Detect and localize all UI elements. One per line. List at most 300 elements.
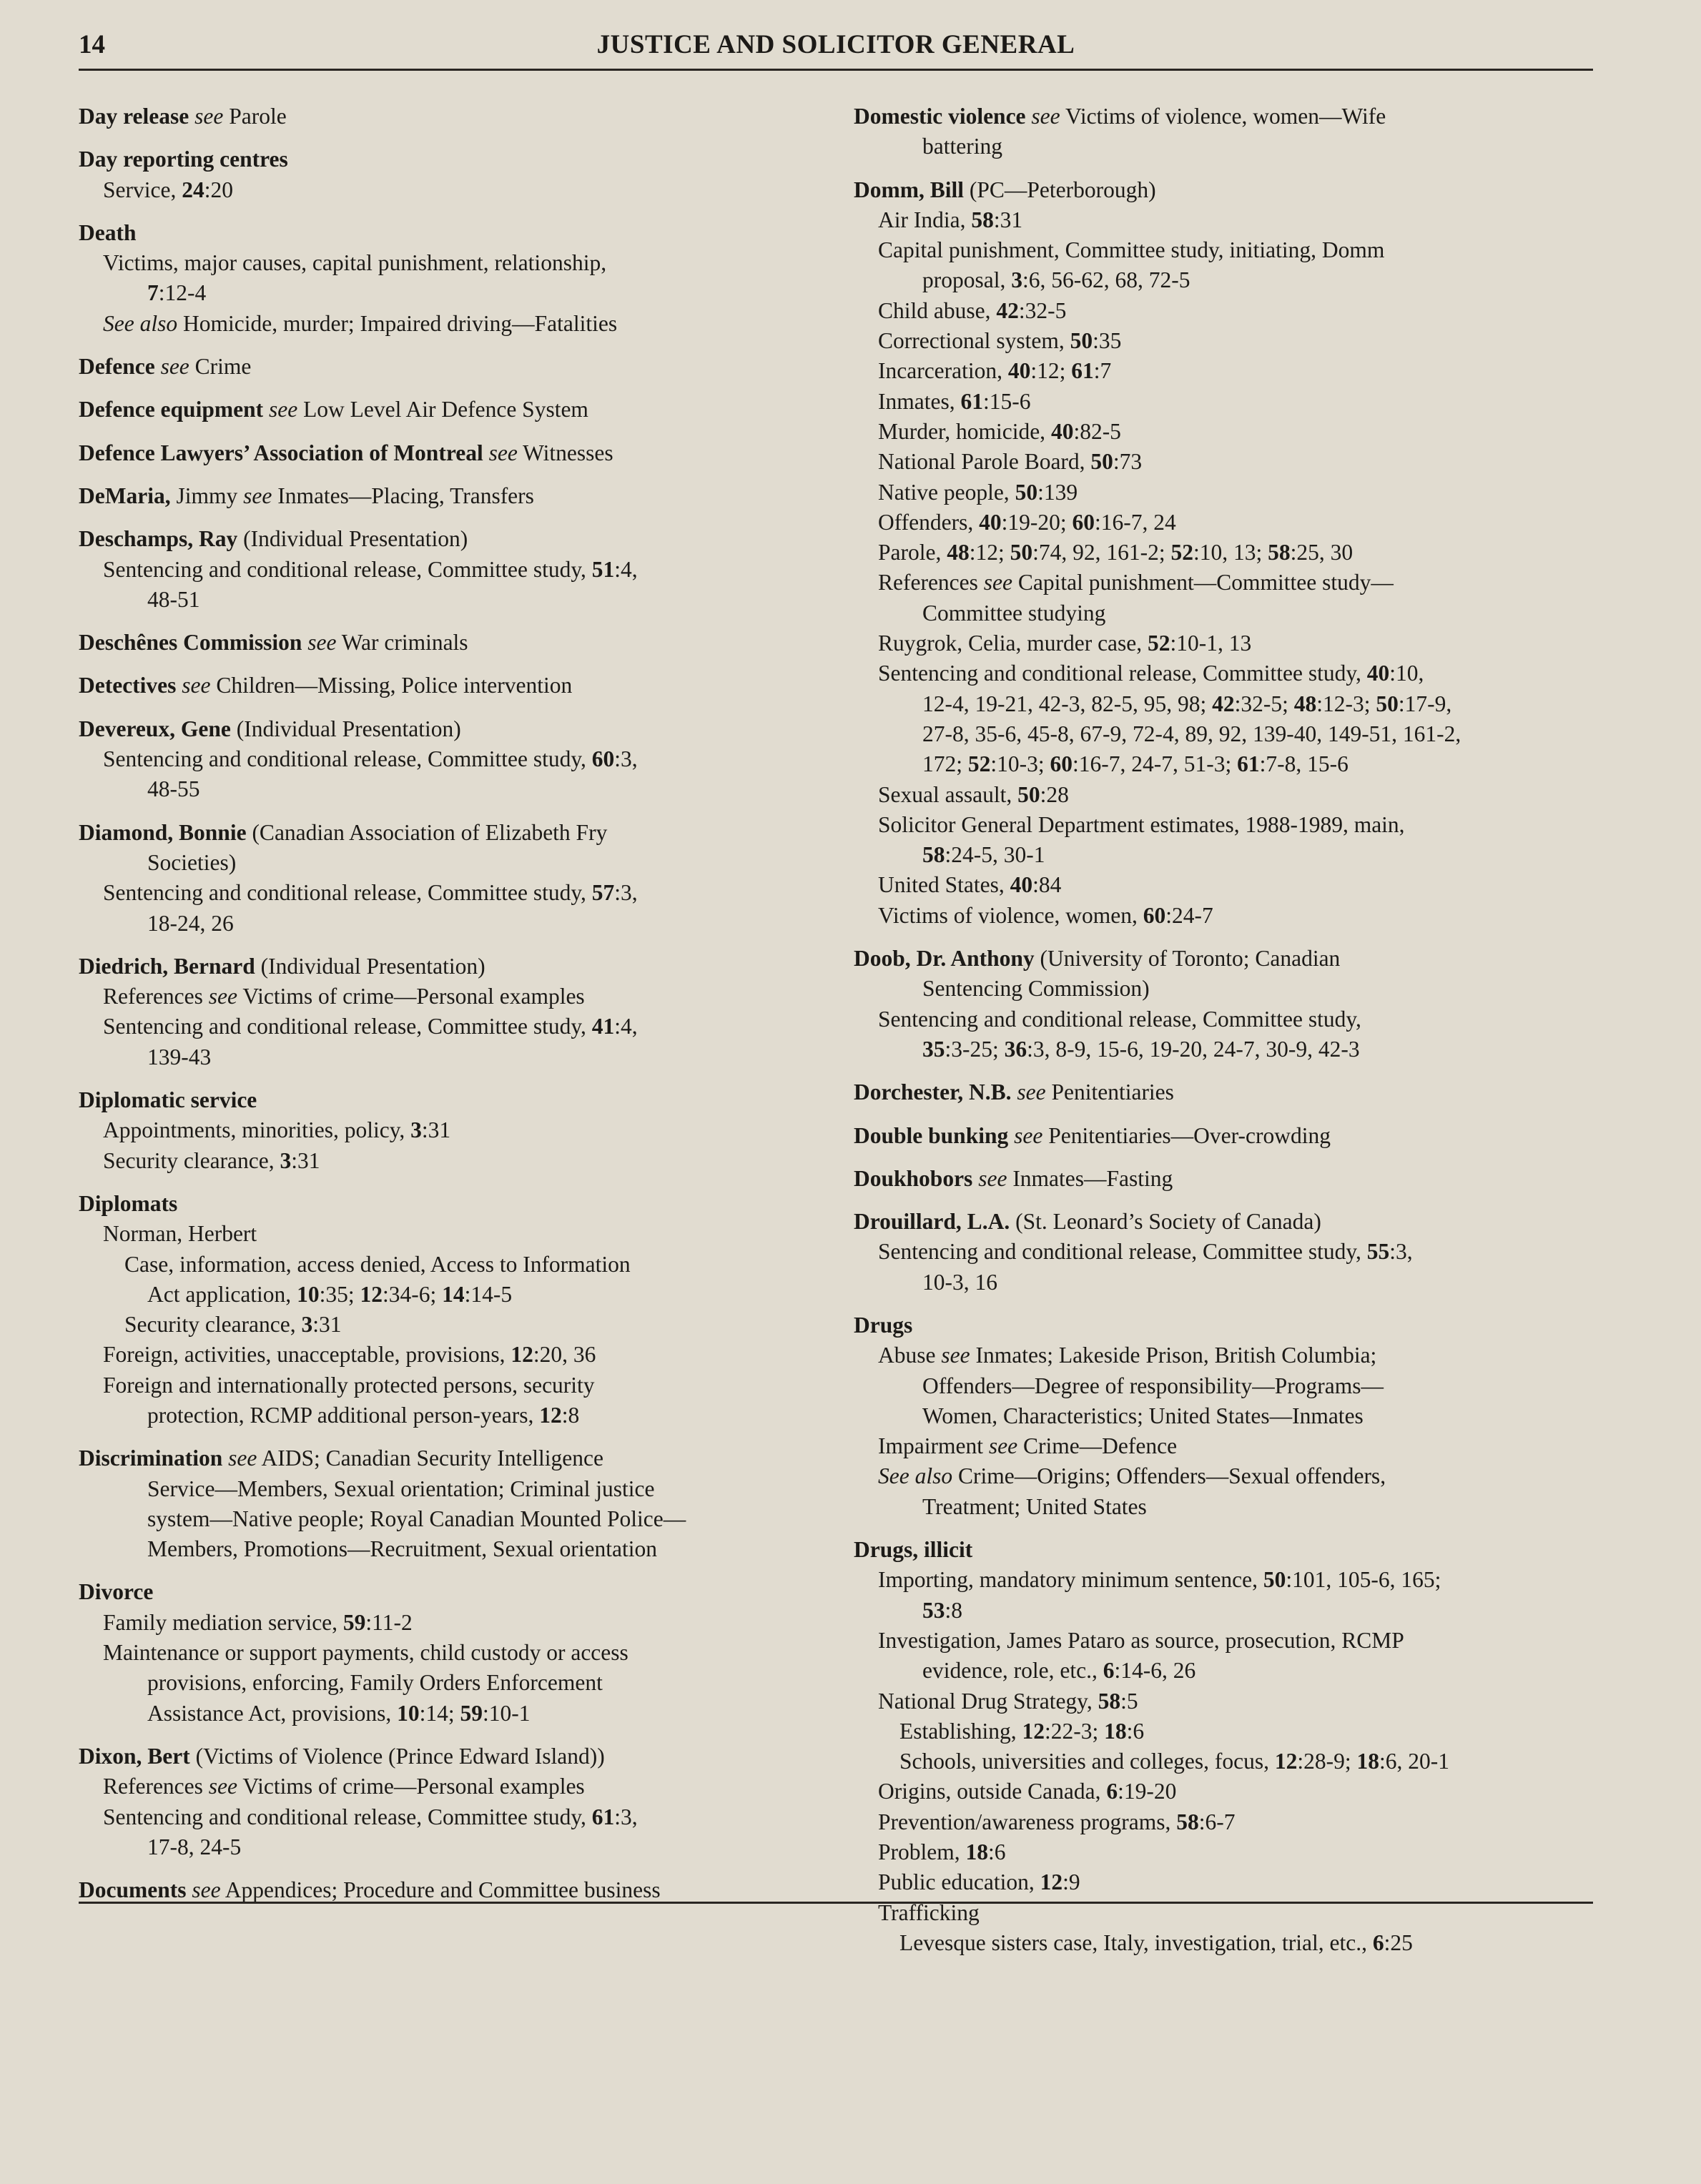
- bold-text: 40: [979, 509, 1002, 535]
- index-text: 12-4, 19-21, 42-3, 82-5, 95, 98;: [922, 691, 1213, 716]
- index-subentry-line: [854, 447, 1597, 477]
- bold-text: Doob, Dr. Anthony: [854, 946, 1035, 972]
- index-text: :6-7: [1198, 1809, 1236, 1834]
- index-subentry-line: [854, 974, 1597, 1004]
- index-subentry-line: [79, 848, 815, 878]
- index-text: :4,: [614, 1014, 638, 1039]
- index-text: Incarceration,: [878, 358, 1008, 384]
- bold-text: 3: [410, 1117, 422, 1143]
- index-subentry-line: [854, 1867, 1597, 1897]
- index-entry: [79, 952, 815, 1072]
- index-text: :14;: [419, 1700, 460, 1726]
- index-subentry-line: [79, 1832, 815, 1862]
- index-text: 10-3, 16: [922, 1269, 997, 1295]
- bold-text: 51: [591, 556, 615, 582]
- index-subentry-line: [79, 1608, 815, 1638]
- bold-text: 10: [297, 1281, 320, 1307]
- index-text: Penitentiaries: [1045, 1079, 1174, 1105]
- bold-text: Defence: [79, 354, 155, 380]
- bold-text: 58: [1098, 1688, 1121, 1714]
- bold-text: Domestic violence: [854, 104, 1026, 129]
- index-text: [1008, 1123, 1014, 1148]
- index-text: Maintenance or support payments, child custody or access: [103, 1640, 628, 1666]
- italic-text: see: [208, 984, 238, 1009]
- bold-text: 12: [539, 1402, 562, 1428]
- index-text: :19-20: [1118, 1779, 1177, 1804]
- index-text: :3, 8-9, 15-6, 19-20, 24-7, 30-9, 42-3: [1027, 1036, 1360, 1062]
- italic-text: see: [208, 1774, 238, 1799]
- index-subentry-line: [79, 1534, 815, 1564]
- index-text: :5: [1120, 1688, 1138, 1714]
- index-text: :3-25;: [945, 1036, 1005, 1062]
- index-heading-line: [854, 1077, 1597, 1107]
- index-entry: [79, 628, 815, 658]
- index-entry: [79, 438, 815, 468]
- index-text: National Parole Board,: [878, 449, 1091, 475]
- bold-text: 18: [1356, 1749, 1380, 1774]
- index-text: :15-6: [982, 388, 1031, 414]
- index-text: Impairment: [878, 1433, 989, 1459]
- bold-text: Domm, Bill: [854, 177, 964, 202]
- index-text: :6: [1126, 1718, 1145, 1744]
- index-text: [155, 354, 161, 379]
- index-text: Security clearance,: [103, 1147, 280, 1173]
- italic-text: see: [983, 570, 1013, 596]
- bold-text: 52: [1148, 631, 1170, 656]
- bold-text: Drouillard, L.A.: [854, 1209, 1010, 1235]
- index-subentry-line: [79, 744, 815, 774]
- index-entry: [79, 352, 815, 382]
- index-entry: [79, 395, 815, 425]
- bold-text: 50: [1010, 540, 1033, 565]
- index-subentry-line: [79, 1638, 815, 1668]
- index-entry: [79, 1085, 815, 1176]
- bold-text: 24: [182, 177, 204, 202]
- bold-text: 18: [965, 1839, 988, 1865]
- index-text: :9: [1062, 1869, 1080, 1895]
- index-text: 172;: [922, 751, 968, 777]
- index-text: Inmates—Fasting: [1007, 1165, 1173, 1191]
- italic-text: see: [1031, 104, 1060, 129]
- index-subentry-line: [79, 1772, 815, 1802]
- index-text: :20: [204, 177, 233, 202]
- index-text: Abuse: [878, 1343, 942, 1368]
- bold-text: 36: [1004, 1036, 1027, 1062]
- index-subentry-line: [854, 508, 1597, 538]
- index-subentry-line: [854, 1034, 1597, 1064]
- index-text: :31: [312, 1312, 342, 1338]
- index-heading-line: [79, 1577, 815, 1607]
- index-text: :84: [1032, 872, 1062, 898]
- bold-text: 50: [1376, 691, 1399, 716]
- bold-text: Diamond, Bonnie: [79, 819, 247, 845]
- index-entry: [79, 218, 815, 339]
- index-text: provisions, enforcing, Family Orders Enforcement: [147, 1670, 603, 1696]
- index-text: :3,: [614, 1804, 638, 1829]
- footer-rule: [79, 1902, 1593, 1904]
- index-text: battering: [922, 134, 1002, 159]
- bold-text: Day release: [79, 104, 189, 129]
- bold-text: 3: [301, 1312, 313, 1338]
- bold-text: 40: [1050, 418, 1074, 444]
- bold-text: Defence equipment: [79, 397, 264, 423]
- index-subentry-line: [79, 175, 815, 205]
- index-entry: [79, 102, 815, 132]
- index-text: :101, 105-6, 165;: [1286, 1567, 1441, 1593]
- bold-text: Drugs: [854, 1312, 913, 1338]
- bold-text: 55: [1366, 1239, 1390, 1265]
- index-heading-line: [79, 1189, 815, 1219]
- index-subentry-line: [854, 1686, 1597, 1716]
- italic-text: see: [1017, 1079, 1046, 1105]
- bold-text: Deschamps, Ray: [79, 526, 238, 552]
- bold-text: 53: [922, 1597, 945, 1623]
- bold-text: 3: [280, 1147, 292, 1173]
- index-text: Offenders,: [878, 509, 980, 535]
- bold-text: 50: [1015, 479, 1038, 505]
- index-text: Members, Promotions—Recruitment, Sexual orientation: [147, 1536, 658, 1562]
- index-subentry-line: [854, 568, 1597, 598]
- index-heading-line: [79, 102, 815, 132]
- index-entry: [79, 714, 815, 805]
- bold-text: 40: [1366, 661, 1390, 686]
- index-text: :20, 36: [533, 1342, 596, 1368]
- index-text: :7-8, 15-6: [1259, 751, 1349, 777]
- index-heading-line: [79, 818, 815, 848]
- index-text: :32-5: [1018, 297, 1067, 323]
- index-entry: [854, 1164, 1597, 1194]
- index-text: :10-1: [483, 1700, 531, 1726]
- header-rule: [79, 69, 1593, 71]
- index-text: 17-8, 24-5: [147, 1834, 242, 1859]
- index-text: Sentencing Commission): [922, 976, 1150, 1002]
- bold-text: 58: [971, 207, 994, 232]
- index-text: Treatment; United States: [922, 1493, 1147, 1519]
- index-entry: [854, 175, 1597, 931]
- index-subentry-line: [854, 598, 1597, 628]
- italic-text: see: [182, 673, 211, 698]
- index-text: Norman, Herbert: [103, 1221, 257, 1247]
- index-text: War criminals: [336, 630, 468, 656]
- bold-text: 12: [1022, 1718, 1045, 1744]
- index-subentry-line: [854, 1837, 1597, 1867]
- index-text: Solicitor General Department estimates, 1988-1989, main,: [878, 811, 1405, 837]
- index-subentry-line: [854, 1565, 1597, 1595]
- index-subentry-line: [79, 1699, 815, 1729]
- index-entry: [854, 1077, 1597, 1107]
- index-entry: [79, 1443, 815, 1564]
- index-entry: [79, 481, 815, 511]
- bold-text: Divorce: [79, 1579, 154, 1605]
- index-entry: [854, 102, 1597, 162]
- index-text: Air India,: [878, 207, 972, 232]
- index-heading-line: [79, 1443, 815, 1473]
- bold-text: 18: [1104, 1718, 1127, 1744]
- index-subentry-line: [854, 1237, 1597, 1267]
- index-heading-line: [79, 144, 815, 174]
- index-text: :6, 56-62, 68, 72-5: [1022, 267, 1190, 293]
- index-entry: [79, 818, 815, 939]
- index-column-right: [854, 102, 1597, 1971]
- index-text: :3,: [614, 880, 638, 906]
- index-text: :73: [1113, 449, 1143, 475]
- index-text: :24-7: [1165, 902, 1213, 928]
- index-text: Family mediation service,: [103, 1609, 343, 1635]
- index-subentry-line: [854, 1401, 1597, 1431]
- index-subentry-line: [854, 1746, 1597, 1777]
- index-text: Witnesses: [517, 440, 613, 465]
- index-text: 48-51: [147, 586, 200, 612]
- index-text: 27-8, 35-6, 45-8, 67-9, 72-4, 89, 92, 139-40, 149-51, 161-2,: [922, 721, 1461, 746]
- index-subentry-line: [854, 205, 1597, 235]
- index-text: Capital punishment, Committee study, initiating, Domm: [878, 237, 1385, 263]
- index-text: evidence, role, etc.,: [922, 1658, 1103, 1684]
- index-heading-line: [854, 1310, 1597, 1340]
- index-subentry-line: [79, 1146, 815, 1176]
- index-subentry-line: [854, 628, 1597, 658]
- index-subentry-line: [854, 1340, 1597, 1370]
- bold-text: 59: [460, 1700, 483, 1726]
- italic-text: see: [192, 1877, 221, 1903]
- bold-text: Drugs, illicit: [854, 1537, 973, 1563]
- bold-text: 50: [1070, 328, 1093, 354]
- index-subentry-line: [79, 1474, 815, 1504]
- page-header: [79, 27, 1593, 63]
- running-head: JUSTICE AND SOLICITOR GENERAL: [596, 30, 1075, 59]
- index-text: :14-5: [464, 1281, 513, 1307]
- bold-text: 12: [360, 1281, 383, 1307]
- index-text: Jimmy: [170, 483, 244, 508]
- bold-text: Devereux, Gene: [79, 716, 231, 741]
- index-text: National Drug Strategy,: [878, 1688, 1098, 1714]
- bold-text: 12: [511, 1342, 533, 1368]
- index-text: United States,: [878, 872, 1010, 898]
- bold-text: 60: [1143, 902, 1166, 928]
- index-text: Committee studying: [922, 600, 1106, 626]
- index-text: Correctional system,: [878, 328, 1070, 354]
- index-text: Prevention/awareness programs,: [878, 1809, 1177, 1834]
- index-text: proposal,: [922, 267, 1012, 293]
- bold-text: 50: [1263, 1567, 1286, 1593]
- index-column-left: [79, 102, 815, 1918]
- index-subentry-line: [79, 1250, 815, 1280]
- index-subentry-line: [854, 132, 1597, 162]
- index-subentry-line: [854, 901, 1597, 931]
- index-text: system—Native people; Royal Canadian Mounted Police—: [147, 1506, 686, 1531]
- index-entry: [854, 944, 1597, 1064]
- index-text: Sentencing and conditional release, Committee study,: [103, 746, 592, 772]
- index-text: :34-6;: [382, 1281, 443, 1307]
- bold-text: 42: [996, 297, 1019, 323]
- bold-text: 50: [1017, 781, 1040, 807]
- bold-text: Defence Lawyers’ Association of Montreal: [79, 440, 483, 465]
- index-text: :6: [988, 1839, 1006, 1865]
- index-text: :31: [421, 1117, 451, 1143]
- italic-text: see: [1014, 1122, 1043, 1148]
- index-entry: [854, 1535, 1597, 1958]
- index-heading-line: [854, 175, 1597, 205]
- index-text: :12-4: [158, 280, 207, 306]
- index-text: :16-7, 24-7, 51-3;: [1073, 751, 1238, 777]
- index-subentry-line: [854, 810, 1597, 840]
- bold-text: 6: [1372, 1929, 1384, 1955]
- index-subentry-line: [854, 235, 1597, 265]
- index-subentry-line: [854, 719, 1597, 749]
- index-text: :74, 92, 161-2;: [1032, 540, 1171, 565]
- index-heading-line: [79, 952, 815, 982]
- index-entry: [79, 671, 815, 701]
- index-subentry-line: [854, 1371, 1597, 1401]
- index-subentry-line: [79, 1042, 815, 1072]
- index-text: 48-55: [147, 776, 200, 802]
- index-subentry-line: [854, 749, 1597, 779]
- index-text: :7: [1093, 358, 1112, 384]
- index-subentry-line: [854, 387, 1597, 417]
- bold-text: Diedrich, Bernard: [79, 953, 255, 979]
- index-text: :10-3;: [990, 751, 1050, 777]
- index-subentry-line: [79, 878, 815, 908]
- index-subentry-line: [854, 780, 1597, 810]
- index-subentry-line: [79, 1012, 815, 1042]
- bold-text: 61: [1071, 358, 1094, 384]
- index-heading-line: [854, 1121, 1597, 1151]
- index-subentry-line: [854, 1777, 1597, 1807]
- index-text: :12;: [969, 540, 1010, 565]
- index-text: [263, 397, 269, 422]
- italic-text: see: [941, 1343, 970, 1368]
- index-subentry-line: [79, 585, 815, 615]
- index-text: Societies): [147, 849, 237, 875]
- index-text: Problem,: [878, 1839, 966, 1865]
- index-text: Low Level Air Defence System: [297, 397, 588, 423]
- bold-text: 35: [922, 1036, 945, 1062]
- italic-text: See also: [878, 1463, 953, 1489]
- index-subentry-line: [854, 1807, 1597, 1837]
- index-subentry-line: [854, 538, 1597, 568]
- index-text: AIDS; Canadian Security Intelligence: [257, 1446, 603, 1471]
- index-text: (Individual Presentation): [230, 716, 461, 741]
- index-text: Investigation, James Pataro as source, prosecution, RCMP: [878, 1627, 1404, 1653]
- index-subentry-line: [79, 774, 815, 804]
- index-text: Parole: [223, 104, 287, 129]
- bold-text: 40: [1007, 358, 1031, 384]
- italic-text: see: [160, 354, 189, 380]
- index-text: :16-7, 24: [1095, 509, 1176, 535]
- index-text: References: [878, 570, 984, 596]
- index-text: Capital punishment—Committee study—: [1012, 570, 1394, 596]
- index-subentry-line: [854, 417, 1597, 447]
- index-subentry-line: [854, 1928, 1597, 1958]
- bold-text: Deschênes Commission: [79, 630, 302, 656]
- index-text: Inmates; Lakeside Prison, British Columbia;: [970, 1343, 1377, 1368]
- index-text: Sentencing and conditional release, Committee study,: [103, 556, 592, 582]
- bold-text: Discrimination: [79, 1446, 223, 1471]
- bold-text: 60: [591, 746, 615, 772]
- index-text: Sentencing and conditional release, Committee study,: [878, 1239, 1367, 1265]
- index-text: Establishing,: [899, 1718, 1022, 1744]
- index-subentry-line: [854, 1431, 1597, 1461]
- index-text: :12-3;: [1316, 691, 1376, 716]
- bold-text: 14: [442, 1281, 465, 1307]
- index-text: Crime: [189, 354, 252, 380]
- index-subentry-line: [854, 1004, 1597, 1034]
- index-subentry-line: [854, 265, 1597, 295]
- index-subentry-line: [854, 356, 1597, 386]
- index-text: Sentencing and conditional release, Committee study,: [103, 880, 592, 906]
- bold-text: 57: [591, 880, 615, 906]
- bold-text: 59: [342, 1609, 366, 1635]
- index-text: 18-24, 26: [147, 910, 234, 936]
- index-text: :10-1, 13: [1170, 631, 1252, 656]
- index-text: Service,: [103, 177, 182, 202]
- index-subentry-line: [854, 840, 1597, 870]
- bold-text: 48: [1293, 691, 1317, 716]
- index-text: Child abuse,: [878, 297, 997, 323]
- index-text: :17-9,: [1398, 691, 1452, 716]
- index-text: Assistance Act, provisions,: [147, 1700, 398, 1726]
- bold-text: Diplomatic service: [79, 1087, 257, 1113]
- index-heading-line: [79, 352, 815, 382]
- bold-text: 12: [1274, 1749, 1298, 1774]
- index-subentry-line: [79, 982, 815, 1012]
- index-subentry-line: [854, 478, 1597, 508]
- bold-text: Detectives: [79, 673, 177, 698]
- index-text: Security clearance,: [124, 1312, 302, 1338]
- index-text: :4,: [614, 556, 638, 582]
- index-subentry-line: [79, 1802, 815, 1832]
- index-text: :28-9;: [1297, 1749, 1357, 1774]
- index-text: :32-5;: [1234, 691, 1294, 716]
- index-text: (Individual Presentation): [255, 953, 485, 979]
- index-text: :25: [1384, 1929, 1413, 1955]
- index-text: Victims of violence, women,: [878, 902, 1143, 928]
- index-text: :6, 20-1: [1379, 1749, 1450, 1774]
- index-entry: [79, 144, 815, 205]
- italic-text: See also: [103, 310, 178, 336]
- index-subentry-line: [79, 1504, 815, 1534]
- index-text: Native people,: [878, 479, 1015, 505]
- bold-text: 10: [397, 1700, 420, 1726]
- index-subentry-line: [854, 1656, 1597, 1686]
- index-heading-line: [79, 628, 815, 658]
- index-text: [189, 104, 194, 129]
- index-subentry-line: [79, 1370, 815, 1400]
- index-text: Act application,: [147, 1281, 297, 1307]
- index-entry: [854, 1310, 1597, 1522]
- bold-text: Dixon, Bert: [79, 1743, 190, 1769]
- index-heading-line: [79, 1741, 815, 1772]
- index-subentry-line: [854, 1626, 1597, 1656]
- index-text: Crime—Origins; Offenders—Sexual offenders,: [952, 1463, 1386, 1489]
- index-subentry-line: [79, 248, 815, 278]
- index-text: :25, 30: [1290, 540, 1354, 565]
- index-text: (PC—Peterborough): [964, 177, 1156, 202]
- bold-text: 52: [1170, 540, 1193, 565]
- italic-text: see: [488, 440, 518, 465]
- index-text: :3,: [1389, 1239, 1413, 1265]
- index-subentry-line: [79, 1280, 815, 1310]
- index-subentry-line: [854, 1716, 1597, 1746]
- index-text: Victims of crime—Personal examples: [237, 984, 585, 1009]
- index-text: Inmates,: [878, 388, 961, 414]
- index-text: Victims of violence, women—Wife: [1060, 104, 1386, 129]
- index-text: :28: [1040, 781, 1069, 807]
- italic-text: see: [228, 1446, 257, 1471]
- index-heading-line: [79, 218, 815, 248]
- index-text: :24-5, 30-1: [945, 842, 1045, 868]
- index-subentry-line: [854, 296, 1597, 326]
- index-text: :22-3;: [1045, 1718, 1105, 1744]
